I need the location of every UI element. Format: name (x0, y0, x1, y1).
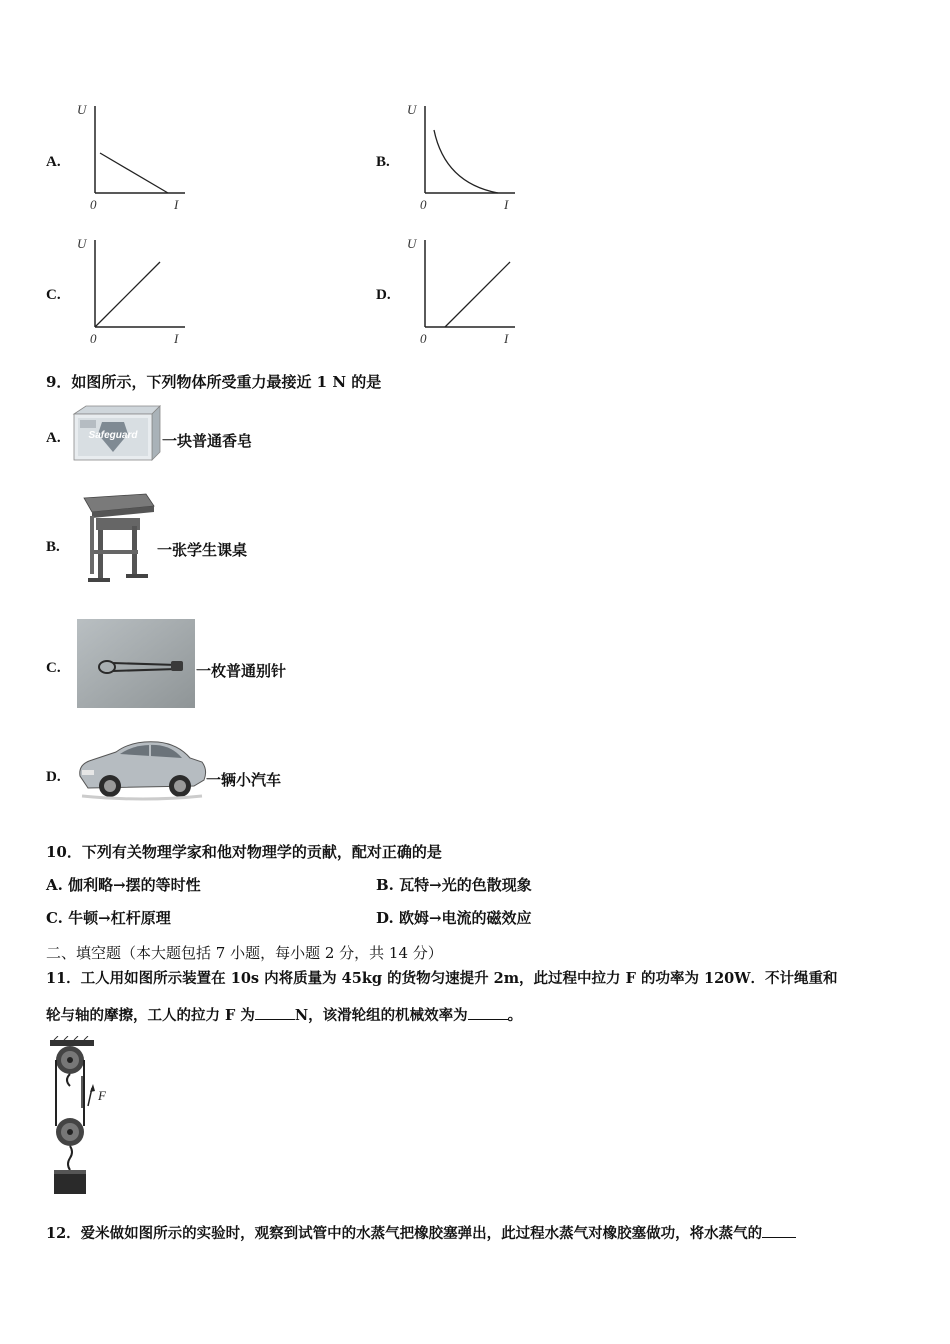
y-axis-label: U (407, 236, 417, 251)
q10-option-d-text: 欧姆→电流的磁效应 (398, 909, 532, 927)
q12-line-1 (46, 1222, 796, 1243)
q12-blank[interactable] (762, 1223, 796, 1238)
origin-label: 0 (90, 331, 97, 346)
graph-curve (434, 130, 498, 193)
q10-option-c-text: 牛顿→杠杆原理 (68, 909, 171, 927)
q10-option-c-label: C. (46, 909, 63, 927)
q10-stem: 10．下列有关物理学家和他对物理学的贡献，配对正确的是 (46, 843, 442, 861)
q9-option-b-label: B. (46, 539, 60, 555)
q10-option-d (376, 907, 532, 928)
q11-blank-force[interactable] (255, 1005, 295, 1020)
origin-label: 0 (420, 197, 427, 212)
origin-label: 0 (90, 197, 97, 212)
q11-line-2-b: N，该滑轮组的机械效率为 (294, 1007, 468, 1024)
q9-option-d-text: 一辆小汽车 (206, 771, 282, 789)
graph-a (70, 98, 190, 217)
y-axis-label: U (407, 102, 417, 117)
graph-b (400, 98, 520, 217)
q11-line-2-a: 轮与轴的摩擦，工人的拉力 F 为 (46, 1007, 255, 1024)
section-2-title: 二、填空题（本大题包括 7 小题，每小题 2 分，共 14 分） (46, 944, 443, 962)
q11-line-2 (46, 1004, 522, 1025)
y-axis-label: U (77, 236, 87, 251)
q10-option-b-label: B. (376, 876, 394, 894)
graph-d (400, 232, 520, 351)
x-axis-label: I (174, 197, 179, 212)
q9-option-c-text: 一枚普通别针 (196, 662, 287, 680)
graph-option-c-label: C. (46, 287, 61, 303)
q11-line-2-c: 。 (507, 1007, 523, 1024)
soap-brand-text: Safeguard (88, 430, 138, 441)
graph-c (70, 232, 190, 351)
q11-line-1: 11．工人用如图所示装置在 10s 内将质量为 45kg 的货物匀速提升 2m，此过程中拉力 F 的功率为 120W．不计绳重和 (46, 970, 838, 987)
q10-option-c (46, 907, 171, 928)
graph-option-a-label: A. (46, 154, 61, 170)
q9-option-a-text: 一块普通香皂 (162, 432, 253, 450)
pulley-figure (40, 1036, 120, 1202)
q9-option-c-label: C. (46, 660, 61, 676)
graph-curve (95, 262, 160, 327)
car-image (74, 730, 208, 806)
q10-option-b-text: 瓦特→光的色散现象 (399, 876, 532, 894)
q10-option-a-text: 伽利略→摆的等时性 (68, 876, 201, 894)
desk-image (76, 488, 156, 592)
soap-image (72, 404, 162, 466)
q9-option-a-label: A. (46, 430, 61, 446)
q10-option-a (46, 874, 201, 895)
q10-option-a-label: A. (46, 876, 63, 894)
graph-option-d-label: D. (376, 287, 391, 303)
origin-label: 0 (420, 331, 427, 346)
graph-curve (100, 153, 168, 193)
q9-option-b-text: 一张学生课桌 (157, 541, 248, 559)
q9-option-d-label: D. (46, 769, 61, 785)
x-axis-label: I (174, 331, 179, 346)
q10-option-b (376, 874, 532, 895)
x-axis-label: I (504, 197, 509, 212)
x-axis-label: I (504, 331, 509, 346)
graph-curve (445, 262, 510, 327)
force-label: F (98, 1088, 106, 1103)
safety-pin-image (77, 619, 195, 712)
q11-blank-efficiency[interactable] (468, 1005, 508, 1020)
q12-line-1-text: 12．爱米做如图所示的实验时，观察到试管中的水蒸气把橡胶塞弹出，此过程水蒸气对橡胶塞做功，将水蒸气的 (46, 1225, 763, 1242)
graph-option-b-label: B. (376, 154, 390, 170)
q10-option-d-label: D. (376, 909, 394, 927)
q9-stem: 9．如图所示，下列物体所受重力最接近 1 N 的是 (46, 373, 382, 391)
y-axis-label: U (77, 102, 87, 117)
